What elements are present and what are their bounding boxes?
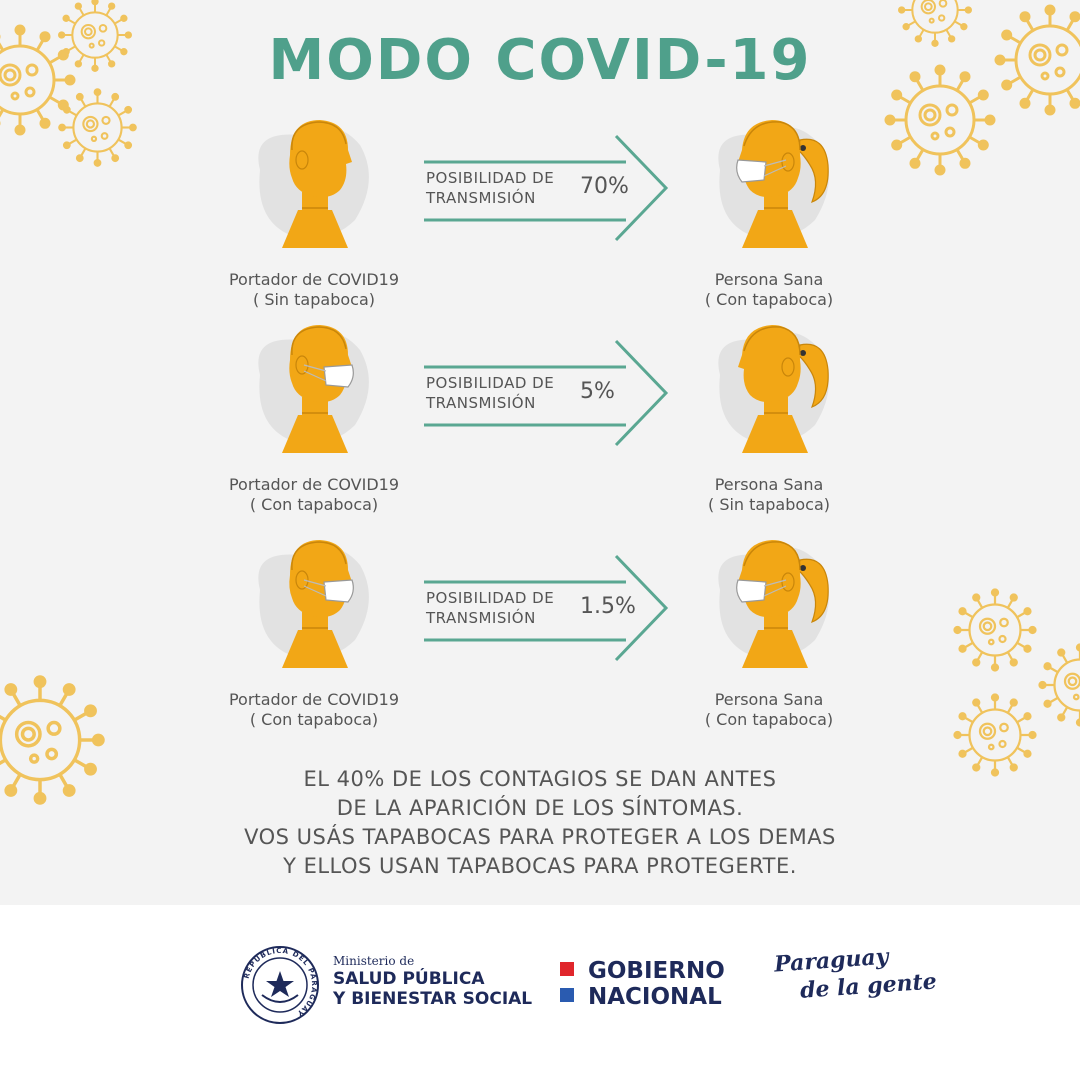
man-profile-icon — [240, 110, 390, 250]
ministry-logo — [333, 953, 532, 1009]
label-line1: POSIBILIDAD DE — [426, 374, 555, 392]
label-line1: POSIBILIDAD DE — [426, 589, 555, 607]
carrier-line2: ( Con tapaboca) — [249, 710, 379, 729]
carrier-caption — [204, 270, 424, 310]
transmission-label — [426, 373, 576, 413]
healthy-line2: ( Con tapaboca) — [704, 710, 834, 729]
transmission-arrow — [420, 132, 680, 242]
seal-text: REPÚBLICA DEL PARAGUAY — [242, 946, 319, 1018]
national-seal-icon — [240, 945, 320, 1025]
woman-profile-icon — [700, 110, 850, 250]
message-line: EL 40% DE LOS CONTAGIOS SE DAN ANTES — [303, 767, 777, 791]
woman-profile-icon — [700, 530, 850, 670]
man-profile-icon — [240, 315, 390, 455]
scenario-row — [0, 110, 1080, 310]
healthy-figure — [700, 530, 850, 670]
transmission-arrow — [420, 552, 680, 662]
page-title: MODO COVID-19 — [268, 28, 812, 93]
carrier-caption — [204, 475, 424, 515]
healthy-caption — [659, 270, 879, 310]
transmission-arrow — [420, 337, 680, 447]
healthy-line1: Persona Sana — [714, 475, 824, 494]
flag-blue-square — [560, 988, 574, 1002]
carrier-line2: ( Sin tapaboca) — [253, 290, 375, 309]
brand-line2: de la gente — [799, 968, 938, 1004]
label-line2: TRANSMISIÓN — [426, 189, 536, 207]
carrier-caption — [204, 690, 424, 730]
carrier-figure — [240, 110, 390, 250]
man-profile-icon — [240, 530, 390, 670]
healthy-figure — [700, 110, 850, 250]
carrier-line2: ( Con tapaboca) — [249, 495, 379, 514]
healthy-caption — [659, 475, 879, 515]
woman-profile-icon — [700, 315, 850, 455]
healthy-line1: Persona Sana — [714, 270, 824, 289]
carrier-figure — [240, 530, 390, 670]
paraguay-brand-logo — [773, 939, 937, 1006]
transmission-label — [426, 168, 576, 208]
ministry-line2: Y BIENESTAR SOCIAL — [333, 989, 533, 1009]
transmission-percent: 1.5% — [580, 594, 636, 619]
carrier-line1: Portador de COVID19 — [228, 475, 400, 494]
ministry-small: Ministerio de — [333, 954, 415, 968]
carrier-figure — [240, 315, 390, 455]
transmission-percent: 70% — [580, 174, 629, 199]
healthy-line2: ( Con tapaboca) — [704, 290, 834, 309]
transmission-percent: 5% — [580, 379, 615, 404]
gobierno-line2: NACIONAL — [588, 984, 722, 1010]
carrier-line1: Portador de COVID19 — [228, 690, 400, 709]
message-line: VOS USÁS TAPABOCAS PARA PROTEGER A LOS DEMAS — [244, 825, 836, 849]
footer-logos — [0, 905, 1080, 1080]
flag-red-square — [560, 962, 574, 976]
key-message — [0, 765, 1080, 881]
label-line2: TRANSMISIÓN — [426, 609, 536, 627]
scenario-row — [0, 315, 1080, 515]
gobierno-line1: GOBIERNO — [588, 958, 725, 984]
scenario-row — [0, 530, 1080, 730]
ministry-line1: SALUD PÚBLICA — [333, 969, 485, 989]
message-line: DE LA APARICIÓN DE LOS SÍNTOMAS. — [336, 796, 744, 820]
healthy-figure — [700, 315, 850, 455]
brand-line1: Paraguay — [773, 943, 890, 978]
healthy-caption — [659, 690, 879, 730]
label-line2: TRANSMISIÓN — [426, 394, 536, 412]
message-line: Y ELLOS USAN TAPABOCAS PARA PROTEGERTE. — [283, 854, 797, 878]
carrier-line1: Portador de COVID19 — [228, 270, 400, 289]
transmission-label — [426, 588, 576, 628]
healthy-line1: Persona Sana — [714, 690, 824, 709]
label-line1: POSIBILIDAD DE — [426, 169, 555, 187]
healthy-line2: ( Sin tapaboca) — [708, 495, 830, 514]
